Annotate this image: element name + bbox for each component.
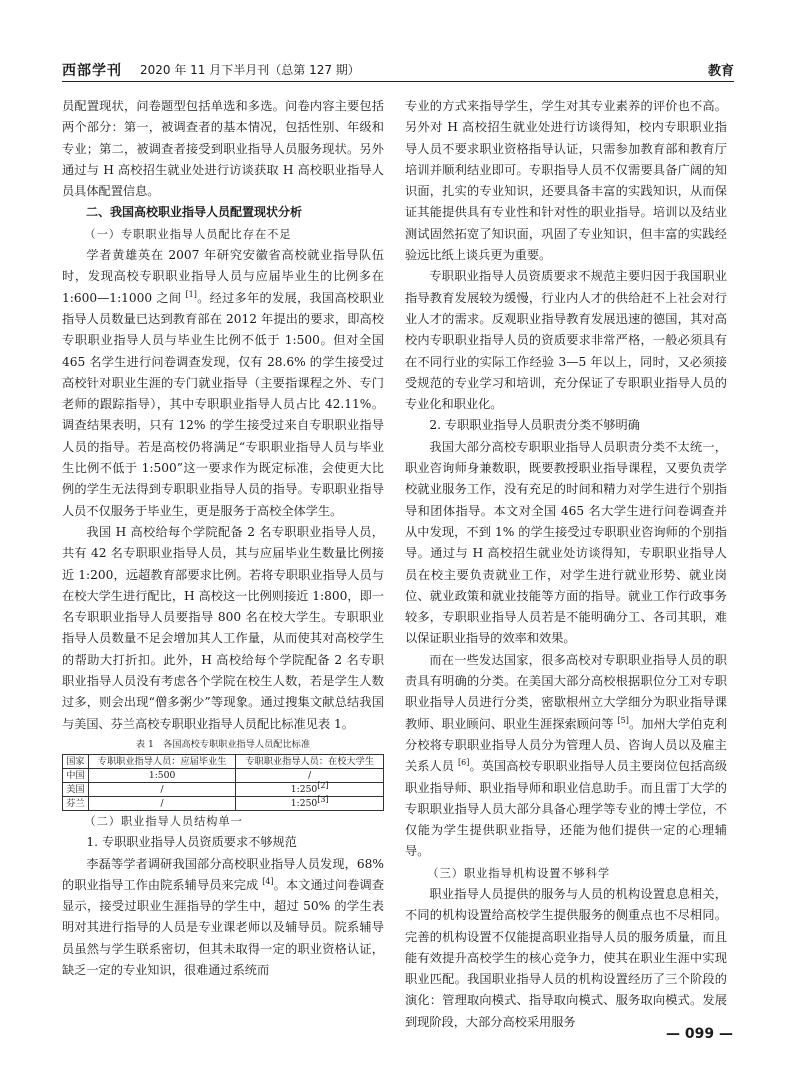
paragraph: 专职职业指导人员资质要求不规范主要归因于我国职业指导教育发展较为缓慢，行业内人才的供给赶不上社会对行业人才的需求。反观职业指导教育发展迅速的德国，其对高校内专职职业指导人员的资质要求非常严格，一般必须具有在不同行业的实际工作经验 3—5 年以上，同时，又必须接受规范的专业学习和培训，充分保证了专职职业指导人员的专业化和职业化。 bbox=[405, 269, 727, 412]
table-header-graduates: 专职职业指导人员：应届毕业生 bbox=[88, 754, 236, 768]
section-heading: 1. 专职职业指导人员资质要求不够规范 bbox=[86, 835, 297, 850]
paragraph: 专业的方式来指导学生，学生对其专业素养的评价也不高。另外对 H 高校招生就业处进行访谈得知，校内专职职业指导人员不要求职业资格指导认证，只需参加教育部和教育厅培训并顺利结业即可。专职指导人员不仅需要具备广阔的知识面，扎实的专业知识，还要具备丰富的实践知识，从而保证其能提供具有专业性和针对性的职业指导。培训以及结业测试固然拓宽了知识面，巩固了专业知识，但丰富的实践经验远比纸上谈兵更为重要。 bbox=[405, 99, 727, 263]
paragraph: 李磊等学者调研我国部分高校职业指导人员发现，68% 的职业指导工作由院系辅导员来完成 [4]。本文通过问卷调查显示，接受过职业生涯指导的学生中，超过 50% 的学生表明对其进行指导的人员是专业课老师以及辅导员。院系辅导员虽然与学生联系密切，但其未取得一定的职业资格认证，缺乏一定的专业知识，很难通过系统而 bbox=[62, 856, 385, 977]
table-cell: 1:500 bbox=[88, 768, 236, 782]
right-column bbox=[405, 96, 727, 1033]
table-header-country: 国家 bbox=[63, 754, 89, 768]
page-number: — 099 — bbox=[666, 1026, 733, 1042]
table-cell: 1:250[2] bbox=[236, 782, 384, 796]
section-heading: 2. 专职职业指导人员职责分类不够明确 bbox=[429, 418, 640, 433]
table-cell: 中国 bbox=[63, 768, 89, 782]
header-rule bbox=[62, 81, 734, 82]
table-cell: 1:250[3] bbox=[236, 796, 384, 810]
table-cell: / bbox=[236, 768, 384, 782]
issue-info: 2020 年 11 月下半月刊（总第 127 期） bbox=[140, 63, 360, 77]
table-caption: 表 1 各国高校专职职业指导人员配比标准 bbox=[135, 738, 311, 750]
table-row bbox=[63, 768, 384, 782]
section-heading: （一）专职职业指导人员配比存在不足 bbox=[84, 227, 292, 241]
paragraph: 而在一些发达国家，很多高校对专职职业指导人员的职责具有明确的分类。在美国大部分高校根据职位分工对专职职业指导人员进行分类，密歇根州立大学细分为职业指导课教师、职业顾问、职业生涯探索顾问等 [5]。加州大学伯克利分校将专职职业指导人员分为管理人员、咨询人员以及雇主关系人员 [6]。英国高校专职职业指导人员主要岗位包括高级职业指导师、职业指导师和职业信息助手。而且雷丁大学的专职职业指导人员大部分具备心理学等专业的博士学位，不仅能为学生提供职业指导，还能为他们提供一定的心理辅导。 bbox=[405, 652, 728, 859]
section-name: 教育 bbox=[707, 64, 734, 79]
paragraph: 员配置现状，问卷题型包括单选和多选。问卷内容主要包括两个部分：第一，被调查者的基本情况，包括性别、年级和专业；第二，被调查者接受到职业指导人员服务现状。另外通过与 H 高校招生就业处进行访谈获取 H 高校职业指导人员具体配置信息。 bbox=[62, 99, 384, 199]
paragraph: 我国大部分高校专职职业指导人员职责分类不太统一，职业咨询师身兼数职，既要教授职业指导课程，又要负责学校就业服务工作，没有充足的时间和精力对学生进行个别指导和团体指导。本文对全国 465 名大学生进行问卷调查并从中发现，不到 1% 的学生接受过专职职业咨询师的个别指导。通过与 H 高校招生就业处访谈得知，专职职业指导人员在校主要负责就业工作，对学生进行就业形势、就业岗位、就业政策和就业技能等方面的指导。就业工作行政事务较多，专职职业指导人员若是不能明确分工、各司其职，难以保证职业指导的效率和效果。 bbox=[405, 439, 727, 646]
table-cell: 芬兰 bbox=[63, 796, 89, 810]
paragraph: 我国 H 高校给每个学院配备 2 名专职职业指导人员，共有 42 名专职职业指导人员，其与应届毕业生数量比例接近 1:200，远超教育部要求比例。若将专职职业指导人员与在校大学生进行配比，H 高校这一比例则接近 1:800，即一名专职职业指导人员要指导 800 名在校大学生。专职职业指导人员数量不足会增加其人工作量，从而使其对高校学生的帮助大打折扣。此外，H 高校给每个学院配备 2 名专职职业指导人员没有考虑各个学院在校生人数，若是学生人数过多，则会出现“僧多粥少”等现象。通过搜集文献总结我国与美国、芬兰高校专职职业指导人员配比标准见表 1。 bbox=[62, 524, 384, 731]
table-cell: / bbox=[88, 796, 236, 810]
section-heading: 二、我国高校职业指导人员配置现状分析 bbox=[86, 205, 303, 220]
section-heading: （二）职业指导人员结构单一 bbox=[84, 814, 243, 828]
running-header bbox=[62, 60, 734, 78]
paragraph: 学者黄雄英在 2007 年研究安徽省高校就业指导队伍时，发现高校专职职业指导人员与应届毕业生的比例多在 1:600—1:1000 之间 [1]。经过多年的发展，我国高校职业指导人员数量已达到教育部在 2012 年提出的要求，即高校专职职业指导人员与毕业生比例不低于 1:500。但对全国 465 名学生进行问卷调查发现，仅有 28.6% 的学生接受过高校针对职业生涯的专门就业指导（主要指课程之外、专门老师的跟踪指导），其中专职职业指导人员占比 42.11%。调查结果表明，只有 12% 的学生接受过来自专职职业指导人员的指导。若是高校仍将满足“专职职业指导人员与毕业生比例不低于 1:500”这一要求作为既定标准，会使更大比例的学生无法得到专职职业指导人员的指导。专职职业指导人员不仅服务于毕业生，更是服务于高校全体学生。 bbox=[62, 248, 385, 518]
table-row bbox=[63, 782, 384, 796]
table-header-students: 专职职业指导人员：在校大学生 bbox=[236, 754, 384, 768]
table-cell: 美国 bbox=[63, 782, 89, 796]
ratio-table bbox=[62, 754, 384, 811]
table-cell: / bbox=[88, 782, 236, 796]
section-heading: （三）职业指导机构设置不够科学 bbox=[427, 866, 611, 880]
left-column bbox=[62, 96, 384, 981]
table-row bbox=[63, 796, 384, 810]
paragraph: 职业指导人员提供的服务与人员的机构设置息息相关，不同的机构设置给高校学生提供服务的侧重点也不尽相同。完善的机构设置不仅能提高职业指导人员的服务质量，而且能有效提升高校学生的核心竞争力，使其在职业生涯中实现职业匹配。我国职业指导人员的机构设置经历了三个阶段的演化：管理取向模式、指导取向模式、服务取向模式。发展到现阶段，大部分高校采用服务 bbox=[405, 886, 727, 1029]
journal-name: 西部学刊 bbox=[62, 63, 122, 79]
